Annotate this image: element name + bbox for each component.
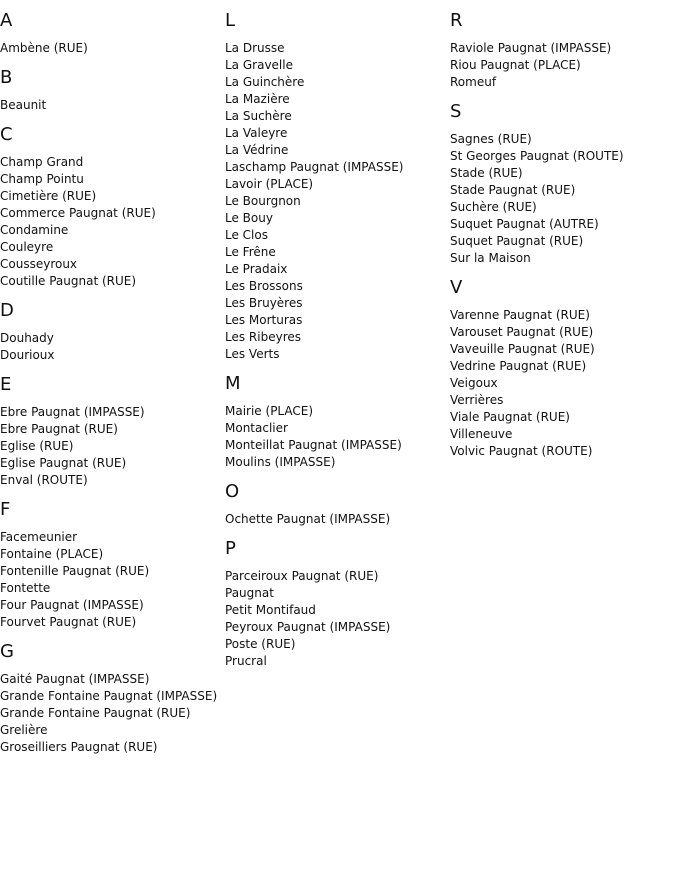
letter-group-a	[0, 10, 225, 57]
street-list	[450, 40, 675, 91]
letter-group-o	[225, 481, 450, 528]
street-link[interactable]: La Mazière	[225, 92, 290, 106]
letter-group-b	[0, 67, 225, 114]
street-list	[0, 671, 225, 756]
letter-group-p	[225, 538, 450, 670]
street-link[interactable]: Villeneuve	[450, 427, 513, 441]
street-link[interactable]: Sur la Maison	[450, 251, 531, 265]
letter-group-s	[450, 101, 675, 267]
street-list	[0, 97, 225, 114]
letter-heading: L	[225, 10, 236, 31]
street-list	[0, 330, 225, 364]
street-link[interactable]: Le Clos	[225, 228, 268, 242]
street-link[interactable]: Paugnat	[225, 586, 274, 600]
letter-group-g	[0, 641, 225, 756]
street-link[interactable]: Monteillat Paugnat (IMPASSE)	[225, 438, 402, 452]
street-link[interactable]: Mairie (PLACE)	[225, 404, 314, 418]
street-list	[450, 131, 675, 267]
street-list	[450, 307, 675, 460]
letter-group-r	[450, 10, 675, 91]
street-index-column-2	[225, 10, 450, 680]
street-link[interactable]: La Drusse	[225, 41, 285, 55]
street-link[interactable]: Veigoux	[450, 376, 498, 390]
letter-heading: O	[225, 481, 240, 502]
street-link[interactable]: Fourvet Paugnat (RUE)	[0, 615, 137, 629]
street-link[interactable]: Ebre Paugnat (RUE)	[0, 422, 118, 436]
letter-heading: M	[225, 373, 241, 394]
street-link[interactable]: Raviole Paugnat (IMPASSE)	[450, 41, 612, 55]
street-link[interactable]: Douhady	[0, 331, 54, 345]
street-link[interactable]: Viale Paugnat (RUE)	[450, 410, 570, 424]
street-link[interactable]: Moulins (IMPASSE)	[225, 455, 336, 469]
street-list	[225, 568, 450, 670]
street-link[interactable]: Romeuf	[450, 75, 497, 89]
letter-group-c	[0, 124, 225, 290]
street-link[interactable]: Fontette	[0, 581, 51, 595]
street-link[interactable]: La Valeyre	[225, 126, 288, 140]
letter-group-m	[225, 373, 450, 471]
letter-group-l	[225, 10, 450, 363]
street-link[interactable]: Cousseyroux	[0, 257, 78, 271]
street-link[interactable]: Ambène (RUE)	[0, 41, 88, 55]
street-link[interactable]: Fontenille Paugnat (RUE)	[0, 564, 150, 578]
street-link[interactable]: Suquet Paugnat (AUTRE)	[450, 217, 599, 231]
street-link[interactable]: Dourioux	[0, 348, 55, 362]
street-link[interactable]: Enval (ROUTE)	[0, 473, 88, 487]
street-link[interactable]: Les Morturas	[225, 313, 303, 327]
street-link[interactable]: Champ Grand	[0, 155, 84, 169]
letter-group-f	[0, 499, 225, 631]
street-link[interactable]: Poste (RUE)	[225, 637, 296, 651]
letter-group-d	[0, 300, 225, 364]
street-link[interactable]: La Védrine	[225, 143, 289, 157]
street-link[interactable]: Ochette Paugnat (IMPASSE)	[225, 512, 391, 526]
street-link[interactable]: Varenne Paugnat (RUE)	[450, 308, 590, 322]
street-link[interactable]: Lavoir (PLACE)	[225, 177, 314, 191]
street-link[interactable]: La Guinchère	[225, 75, 305, 89]
street-link[interactable]: Suquet Paugnat (RUE)	[450, 234, 584, 248]
letter-heading: E	[0, 374, 12, 395]
street-link[interactable]: Grelière	[0, 723, 48, 737]
street-link[interactable]: Ebre Paugnat (IMPASSE)	[0, 405, 145, 419]
street-link[interactable]: Suchère (RUE)	[450, 200, 537, 214]
street-link[interactable]: Riou Paugnat (PLACE)	[450, 58, 581, 72]
street-link[interactable]: Facemeunier	[0, 530, 78, 544]
street-link[interactable]: Laschamp Paugnat (IMPASSE)	[225, 160, 404, 174]
street-link[interactable]: Volvic Paugnat (ROUTE)	[450, 444, 593, 458]
street-link[interactable]: Les Brossons	[225, 279, 303, 293]
street-list	[225, 403, 450, 471]
street-link[interactable]: La Gravelle	[225, 58, 293, 72]
street-link[interactable]: Le Pradaix	[225, 262, 288, 276]
street-link[interactable]: Grande Fontaine Paugnat (IMPASSE)	[0, 689, 218, 703]
street-link[interactable]: Le Frêne	[225, 245, 276, 259]
street-list	[0, 154, 225, 290]
street-link[interactable]: Eglise (RUE)	[0, 439, 74, 453]
street-list	[0, 40, 225, 57]
street-link[interactable]: Verrières	[450, 393, 504, 407]
letter-heading: G	[0, 641, 14, 662]
street-link[interactable]: Beaunit	[0, 98, 47, 112]
street-link[interactable]: Stade (RUE)	[450, 166, 523, 180]
street-link[interactable]: Commerce Paugnat (RUE)	[0, 206, 156, 220]
letter-heading: C	[0, 124, 13, 145]
street-index-column-3	[450, 10, 675, 470]
street-link[interactable]: Stade Paugnat (RUE)	[450, 183, 576, 197]
street-link[interactable]: Sagnes (RUE)	[450, 132, 532, 146]
street-list	[0, 404, 225, 489]
letter-heading: V	[450, 277, 463, 298]
letter-heading: D	[0, 300, 14, 321]
street-link[interactable]: Cimetière (RUE)	[0, 189, 97, 203]
street-link[interactable]: Grande Fontaine Paugnat (RUE)	[0, 706, 191, 720]
street-list	[0, 529, 225, 631]
street-link[interactable]: Les Verts	[225, 347, 280, 361]
street-link[interactable]: Vedrine Paugnat (RUE)	[450, 359, 587, 373]
letter-group-v	[450, 277, 675, 460]
street-link[interactable]: Prucral	[225, 654, 267, 668]
street-link[interactable]: Les Ribeyres	[225, 330, 302, 344]
street-link[interactable]: Fontaine (PLACE)	[0, 547, 104, 561]
letter-heading: S	[450, 101, 462, 122]
street-link[interactable]: Groseilliers Paugnat (RUE)	[0, 740, 158, 754]
street-link[interactable]: Gaité Paugnat (IMPASSE)	[0, 672, 150, 686]
street-link[interactable]: Couleyre	[0, 240, 54, 254]
street-link[interactable]: Coutille Paugnat (RUE)	[0, 274, 137, 288]
street-link[interactable]: Les Bruyères	[225, 296, 303, 310]
street-link[interactable]: Four Paugnat (IMPASSE)	[0, 598, 144, 612]
street-link[interactable]: Champ Pointu	[0, 172, 84, 186]
street-link[interactable]: Le Bourgnon	[225, 194, 301, 208]
letter-heading: R	[450, 10, 463, 31]
street-list	[225, 511, 450, 528]
street-link[interactable]: Varouset Paugnat (RUE)	[450, 325, 594, 339]
letter-heading: P	[225, 538, 236, 559]
street-link[interactable]: Eglise Paugnat (RUE)	[0, 456, 127, 470]
street-link[interactable]: Petit Montifaud	[225, 603, 316, 617]
letter-heading: A	[0, 10, 13, 31]
street-link[interactable]: Condamine	[0, 223, 69, 237]
street-index-column-1	[0, 10, 225, 766]
street-link[interactable]: Peyroux Paugnat (IMPASSE)	[225, 620, 391, 634]
street-link[interactable]: Le Bouy	[225, 211, 273, 225]
street-list	[225, 40, 450, 363]
street-link[interactable]: Parceiroux Paugnat (RUE)	[225, 569, 379, 583]
letter-heading: B	[0, 67, 13, 88]
street-link[interactable]: La Suchère	[225, 109, 292, 123]
street-link[interactable]: Montaclier	[225, 421, 288, 435]
street-link[interactable]: St Georges Paugnat (ROUTE)	[450, 149, 624, 163]
letter-group-e	[0, 374, 225, 489]
street-link[interactable]: Vaveuille Paugnat (RUE)	[450, 342, 595, 356]
letter-heading: F	[0, 499, 11, 520]
